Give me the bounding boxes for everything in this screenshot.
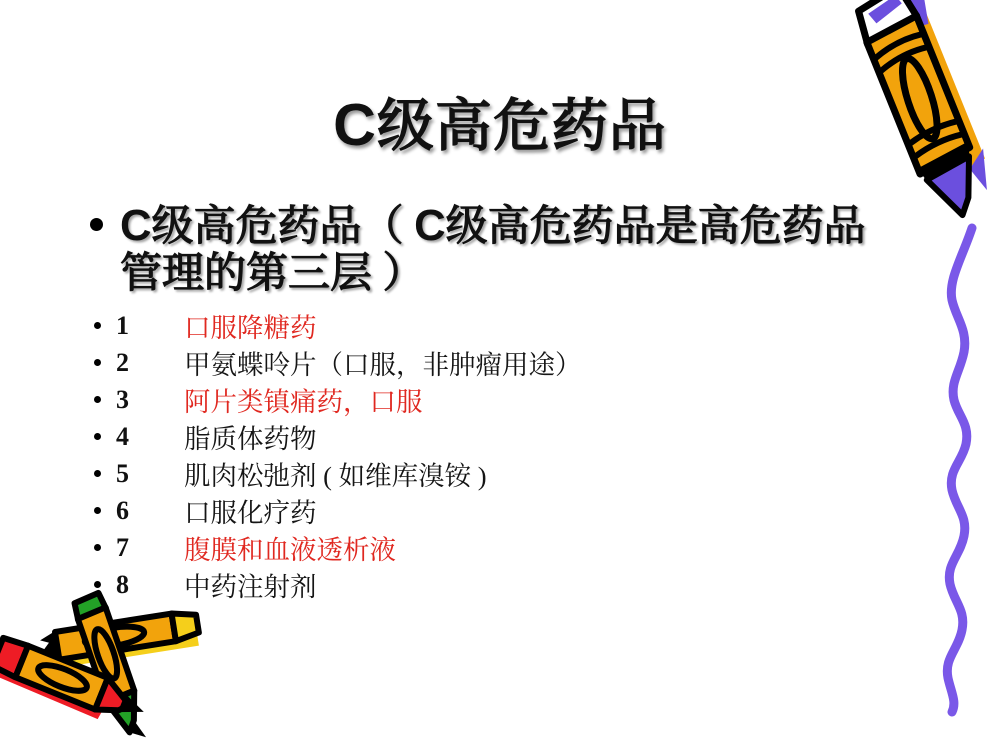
main-bullet-paragraph	[86, 202, 960, 298]
bullet-dot	[94, 396, 101, 403]
bullet-text-part2: 级高危药品是高危药品	[445, 204, 866, 250]
item-text: 甲氨蝶呤片（口服，非肿瘤用途）	[184, 350, 582, 380]
item-text: 口服化疗药	[184, 498, 317, 528]
item-number: 1	[116, 310, 129, 340]
yellow-tip-crayon	[31, 610, 201, 672]
list-item	[86, 307, 582, 344]
bullet-dot	[94, 359, 101, 366]
main-bullet-line1	[120, 202, 866, 251]
list-item	[86, 418, 582, 455]
item-number: 4	[116, 421, 129, 451]
item-number: 2	[116, 347, 129, 377]
drug-list	[86, 307, 582, 603]
list-item	[86, 381, 582, 418]
item-text: 脂质体药物	[184, 424, 317, 454]
title-letter-c: C	[333, 91, 377, 158]
bullet-letter-c: C	[120, 201, 152, 250]
item-text: 肌肉松弛剂 ( 如维库溴铵 )	[184, 461, 487, 491]
item-number: 8	[116, 569, 129, 599]
item-text: 口服降糖药	[184, 313, 317, 343]
bullet-letter-c2: C	[414, 201, 446, 250]
bullet-dot	[94, 581, 101, 588]
crossed-crayons-icon	[0, 588, 235, 750]
item-text: 阿片类镇痛药，口服	[184, 387, 423, 417]
slide-title	[0, 80, 1000, 162]
item-number: 6	[116, 495, 129, 525]
main-bullet-line2: 管理的第三层 ）	[120, 251, 425, 297]
bullet-dot	[94, 470, 101, 477]
list-item	[86, 344, 582, 381]
main-bullet-text	[120, 202, 866, 298]
bullet-dot	[94, 322, 101, 329]
list-item	[86, 492, 582, 529]
bullet-text-part1: 级高危药品（	[151, 204, 415, 250]
item-number: 7	[116, 532, 129, 562]
bullet-dot	[94, 544, 101, 551]
list-item	[86, 566, 582, 603]
list-item	[86, 455, 582, 492]
item-text: 中药注射剂	[184, 572, 317, 602]
item-number: 3	[116, 384, 129, 414]
green-cap-crayon	[72, 592, 150, 745]
title-text: 级高危药品	[376, 95, 667, 158]
item-text: 腹膜和血液透析液	[184, 535, 396, 565]
bullet-dot	[90, 218, 103, 231]
bullet-dot	[94, 433, 101, 440]
red-cap-crayon	[0, 635, 150, 734]
list-item	[86, 529, 582, 566]
purple-squiggle-line	[947, 228, 972, 712]
item-number: 5	[116, 458, 129, 488]
bullet-dot	[94, 507, 101, 514]
